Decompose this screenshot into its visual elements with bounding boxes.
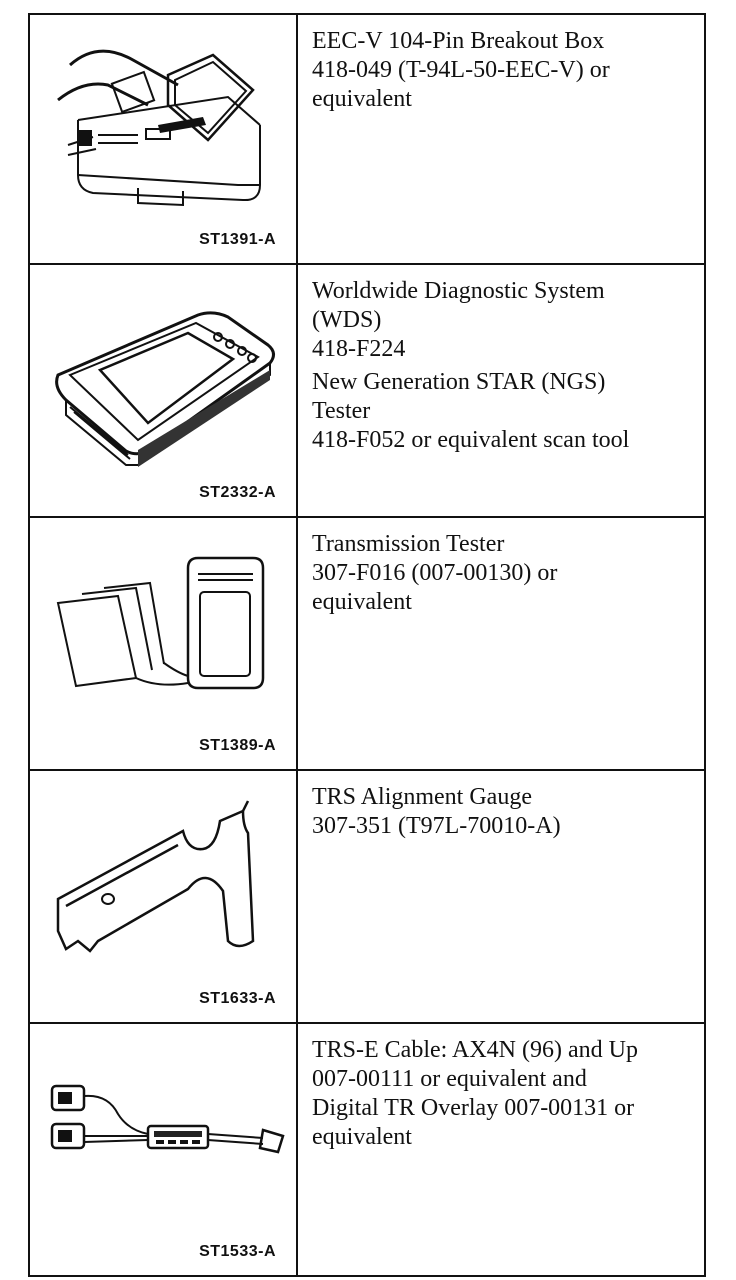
tool-row [29,1023,705,1276]
tool-row [29,770,705,1023]
tool-illustration-cell [29,14,297,264]
special-tools-table [28,13,706,1277]
tool-description [312,277,696,364]
cable-connector-icon [38,1034,288,1244]
tool-name: Worldwide Diagnostic System [312,278,605,304]
breakout-box-icon [38,25,288,235]
tool-name-abbrev: (WDS) [312,307,382,333]
tool-name: Transmission Tester [312,531,505,557]
tool-description-cell [297,264,705,517]
tool-code: ST1389-A [199,737,276,754]
tool-description [312,530,696,617]
tool-part-number: 418-049 (T-94L-50-EEC-V) or [312,57,610,83]
tool-note: equivalent [312,589,412,615]
transmission-tester-card-icon [38,528,288,738]
tool-illustration-cell [29,770,297,1023]
tool-part-number: 418-F224 [312,336,406,362]
tool-name-suffix: Tester [312,398,371,424]
tool-description [312,368,696,455]
tool-description [312,1036,696,1152]
tool-row [29,14,705,264]
tool-description-cell [297,770,705,1023]
tool-part-number: 307-F016 (007-00130) or [312,560,558,586]
tool-description-cell [297,14,705,264]
diagnostic-tester-icon [38,275,288,485]
tool-illustration-cell [29,1023,297,1276]
tool-description [312,783,696,841]
tool-name: New Generation STAR (NGS) [312,369,606,395]
tool-row [29,264,705,517]
tool-description-cell [297,1023,705,1276]
tool-illustration-cell [29,517,297,770]
tool-code: ST1633-A [199,990,276,1007]
tool-code: ST1391-A [199,231,276,248]
tool-code: ST1533-A [199,1243,276,1260]
tool-description [312,27,696,114]
tool-part-number: 307-351 (T97L-70010-A) [312,813,561,839]
tool-note: equivalent [312,86,412,112]
tool-name: EEC-V 104-Pin Breakout Box [312,28,605,54]
tool-name: TRS-E Cable: AX4N (96) and Up [312,1037,638,1063]
tool-part-number: Digital TR Overlay 007-00131 or [312,1095,635,1121]
tool-description-cell [297,517,705,770]
tool-note: equivalent [312,1124,412,1150]
tool-illustration-cell [29,264,297,517]
alignment-gauge-icon [38,781,288,991]
tool-name: TRS Alignment Gauge [312,784,532,810]
tool-row [29,517,705,770]
tool-part-number: 007-00111 or equivalent and [312,1066,587,1092]
tool-code: ST2332-A [199,484,276,501]
tool-part-number: 418-F052 or equivalent scan tool [312,427,630,453]
